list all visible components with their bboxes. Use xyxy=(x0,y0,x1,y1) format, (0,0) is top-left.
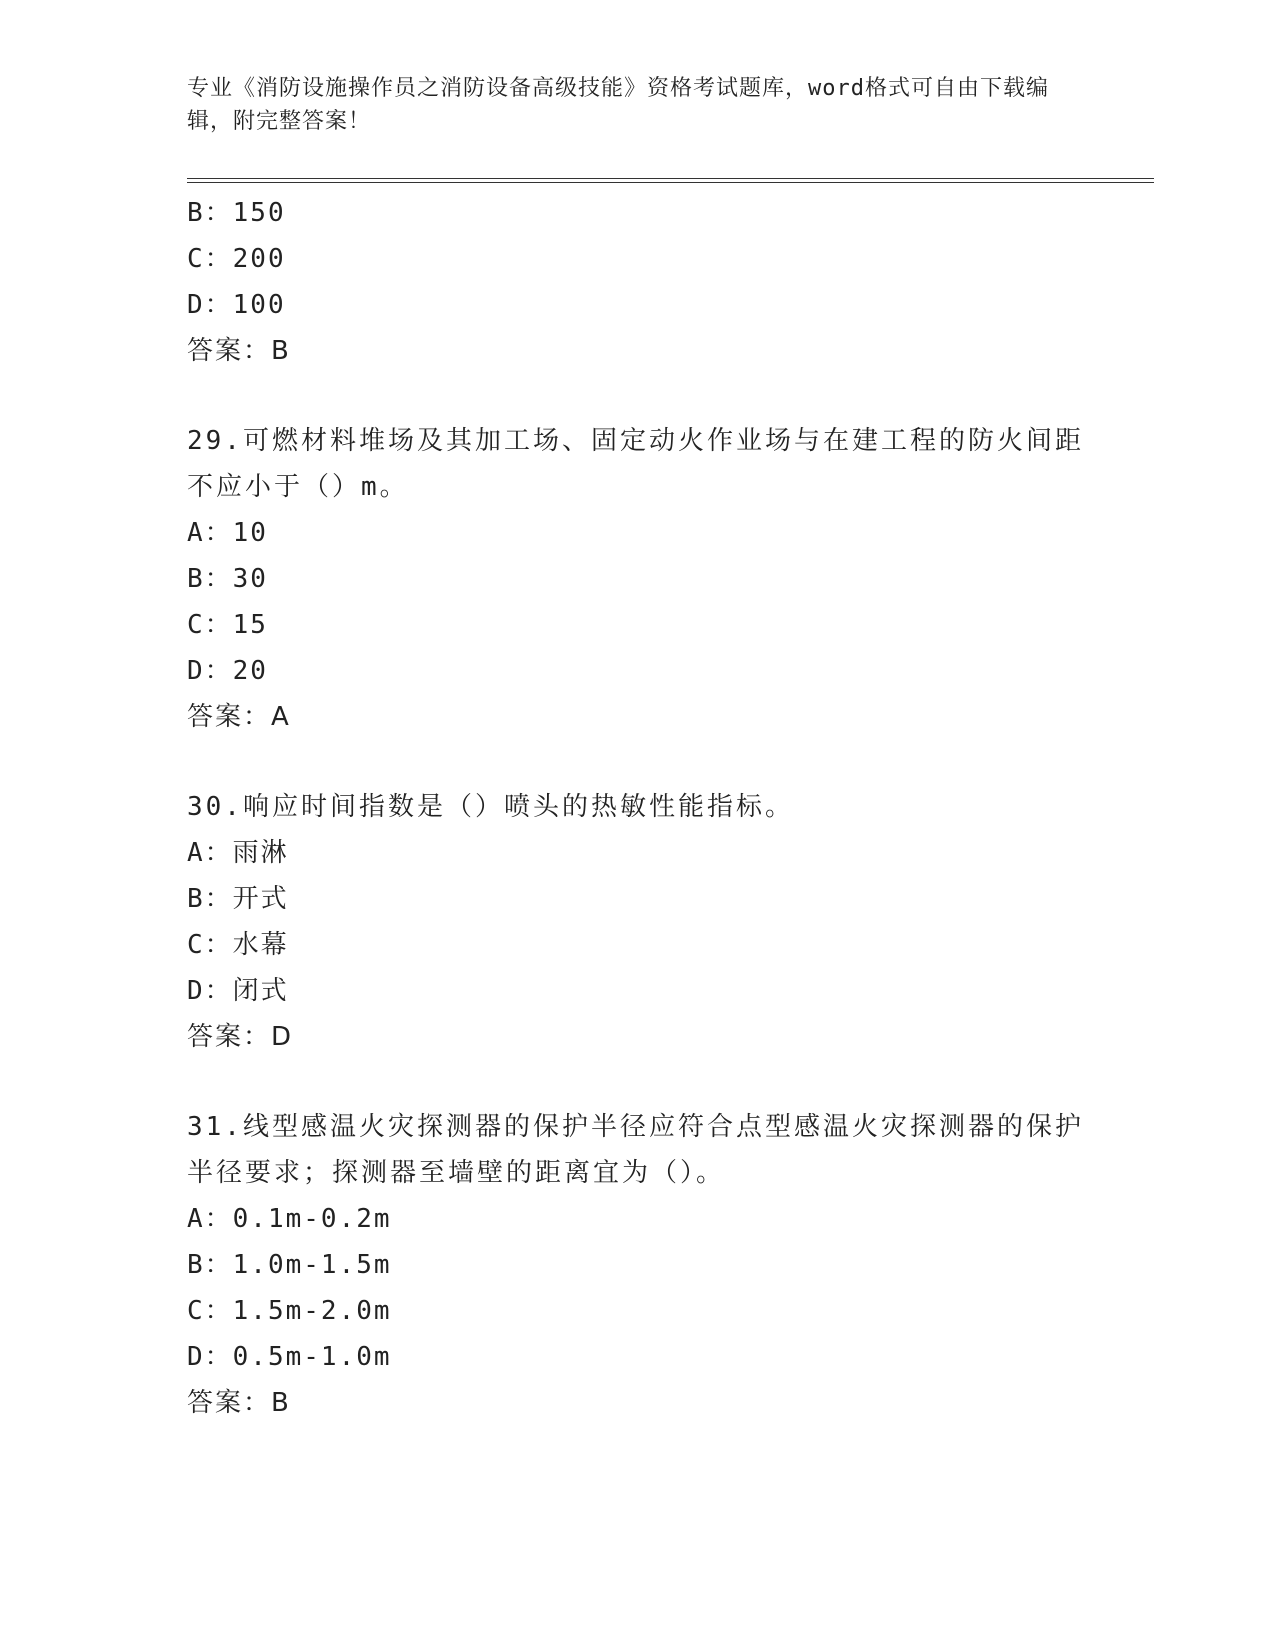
option-b: B：1.0m-1.5m xyxy=(187,1250,392,1280)
option-c: C：15 xyxy=(187,610,268,640)
question-text: 29.可燃材料堆场及其加工场、固定动火作业场与在建工程的防火间距不应小于（）m。 xyxy=(187,426,1084,502)
option-d: D：闭式 xyxy=(187,976,289,1006)
spacer xyxy=(187,1060,1087,1104)
question-30 xyxy=(187,784,1087,1060)
option-a: A：10 xyxy=(187,518,268,548)
answer-label: 答案：B xyxy=(187,1388,291,1418)
option-d: D：100 xyxy=(187,290,286,320)
option-c: C：1.5m-2.0m xyxy=(187,1296,392,1326)
option-d: D：0.5m-1.0m xyxy=(187,1342,392,1372)
option-a: A：雨淋 xyxy=(187,838,289,868)
option-b: B：开式 xyxy=(187,884,289,914)
option-b: B：30 xyxy=(187,564,268,594)
question-29 xyxy=(187,418,1087,740)
header-divider-bottom xyxy=(187,182,1154,183)
document-header: 专业《消防设施操作员之消防设备高级技能》资格考试题库，word格式可自由下载编辑，附完整答案！ xyxy=(187,76,1049,134)
spacer xyxy=(187,374,1087,418)
question-text: 30.响应时间指数是（）喷头的热敏性能指标。 xyxy=(187,792,794,822)
option-d: D：20 xyxy=(187,656,268,686)
option-c: C：水幕 xyxy=(187,930,289,960)
answer-label: 答案：A xyxy=(187,702,291,732)
header-divider-top xyxy=(187,178,1154,179)
answer-label: 答案：B xyxy=(187,336,291,366)
option-c: C：200 xyxy=(187,244,286,274)
option-a: A：0.1m-0.2m xyxy=(187,1204,392,1234)
option-b: B：150 xyxy=(187,198,286,228)
answer-label: 答案：D xyxy=(187,1022,294,1052)
question-28-continued xyxy=(187,190,1087,374)
question-text: 31.线型感温火灾探测器的保护半径应符合点型感温火灾探测器的保护半径要求；探测器至墙壁的距离宜为（）。 xyxy=(187,1112,1084,1188)
question-31 xyxy=(187,1104,1087,1426)
question-list xyxy=(187,190,1087,1426)
spacer xyxy=(187,740,1087,784)
